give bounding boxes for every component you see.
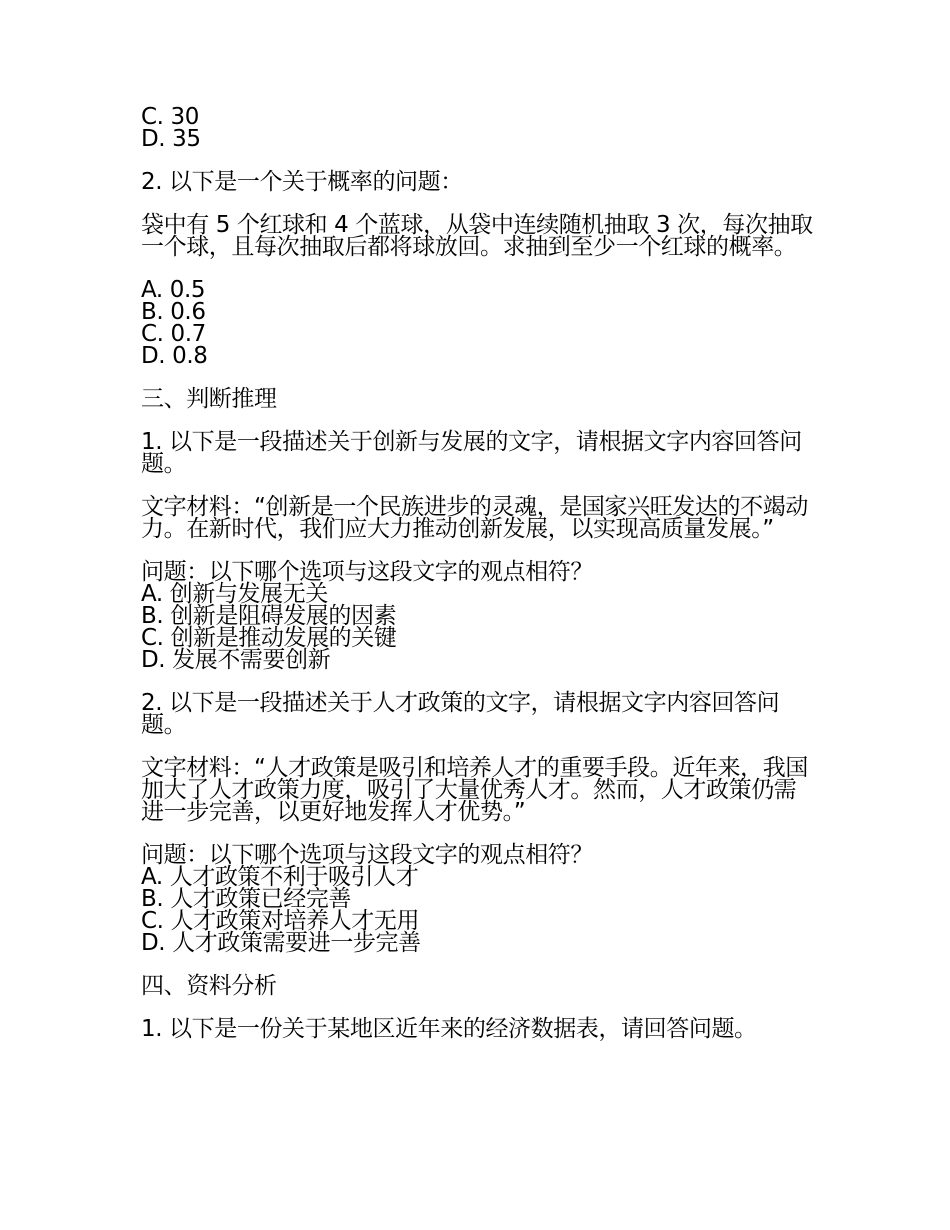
probability-question-options (141, 279, 816, 367)
option-c: C. 人才政策对培养人才无用 (141, 908, 420, 934)
option-b: B. 人才政策已经完善 (141, 886, 352, 912)
data-analysis-q1-intro: 1. 以下是一份关于某地区近年来的经济数据表，请回答问题。 (141, 1016, 757, 1042)
judgment-q1-question-group (141, 561, 816, 671)
judgment-q2-material: 文字材料：“人才政策是吸引和培养人才的重要手段。近年来，我国加大了人才政策力度，吸引了大量优秀人才。然而，人才政策仍需进一步完善，以更好地发挥人才优势。” (141, 755, 808, 825)
option-c: C. 0.7 (141, 321, 206, 347)
option-d: D. 0.8 (141, 343, 208, 369)
judgment-q1-intro: 1. 以下是一段描述关于创新与发展的文字，请根据文字内容回答问题。 (141, 429, 802, 477)
document-page (141, 106, 816, 1040)
option-c: C. 创新是推动发展的关键 (141, 625, 397, 651)
option-c: C. 30 (141, 104, 199, 130)
probability-question-stem: 袋中有 5 个红球和 4 个蓝球，从袋中连续随机抽取 3 次，每次抽取一个球，且每次抽取后都将球放回。求抽到至少一个红球的概率。 (141, 212, 813, 260)
option-a: A. 创新与发展无关 (141, 581, 328, 607)
option-b: B. 创新是阻碍发展的因素 (141, 603, 397, 629)
judgment-q2-question-group (141, 844, 816, 954)
judgment-q1-material: 文字材料：“创新是一个民族进步的灵魂，是国家兴旺发达的不竭动力。在新时代，我们应大力推动创新发展，以实现高质量发展。” (141, 494, 808, 542)
section-title-judgment: 三、判断推理 (141, 386, 277, 412)
section-title-data-analysis: 四、资料分析 (141, 973, 277, 999)
judgment-q1-question: 问题：以下哪个选项与这段文字的观点相符？ (141, 559, 594, 585)
option-d: D. 人才政策需要进一步完善 (141, 930, 421, 956)
option-b: B. 0.6 (141, 299, 206, 325)
probability-question-intro: 2. 以下是一个关于概率的问题： (141, 169, 463, 195)
judgment-q2-question: 问题：以下哪个选项与这段文字的观点相符？ (141, 842, 594, 868)
option-a: A. 0.5 (141, 277, 206, 303)
previous-question-options (141, 106, 816, 150)
option-d: D. 发展不需要创新 (141, 647, 331, 673)
judgment-q2-intro: 2. 以下是一段描述关于人才政策的文字，请根据文字内容回答问题。 (141, 690, 780, 738)
option-a: A. 人才政策不利于吸引人才 (141, 864, 419, 890)
option-d: D. 35 (141, 126, 201, 152)
